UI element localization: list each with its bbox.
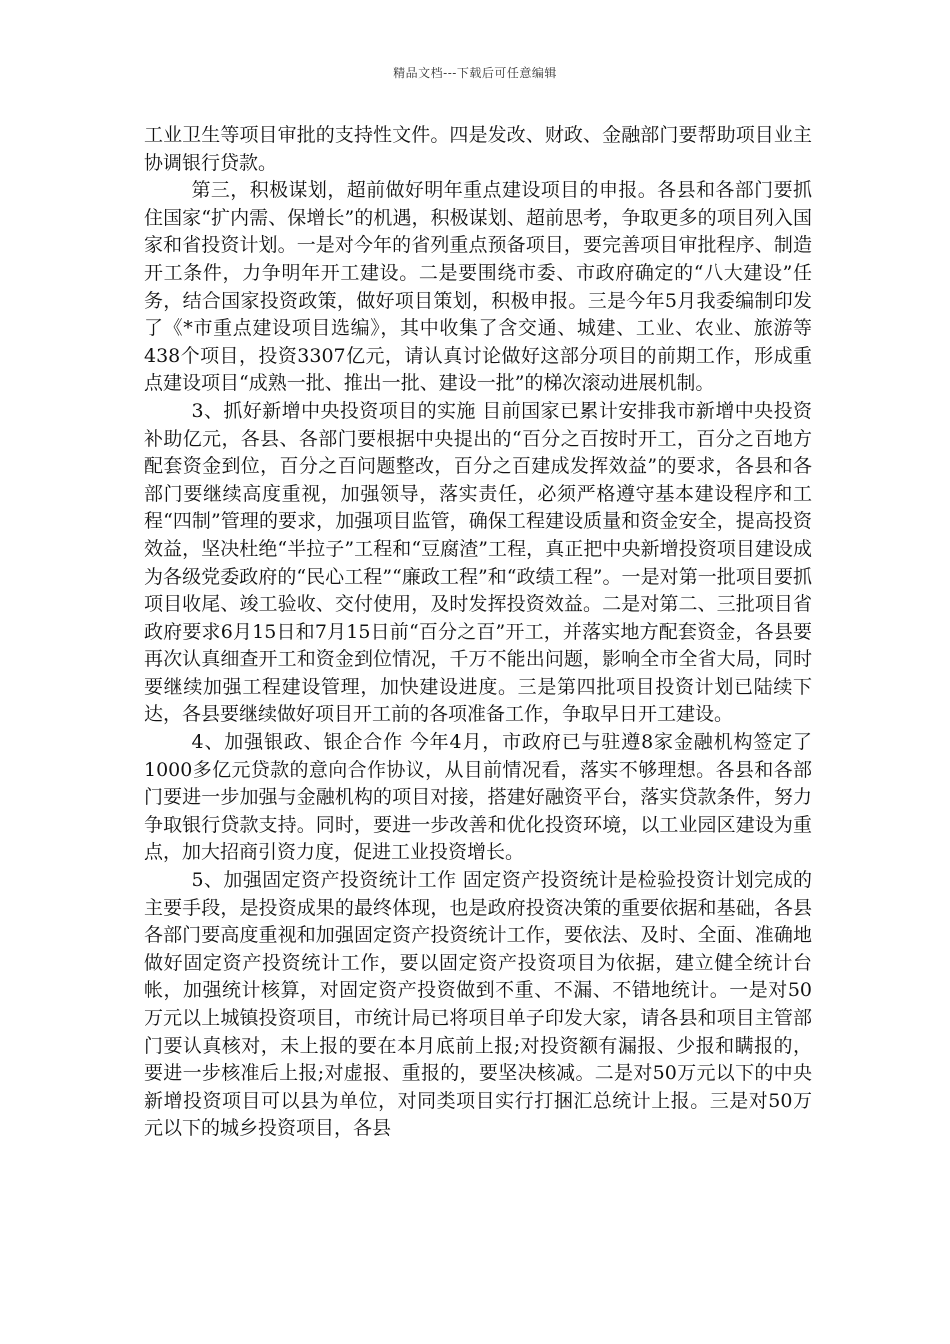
paragraph-central-investment: 3、抓好新增中央投资项目的实施 目前国家已累计安排我市新增中央投资补助亿元，各县、各部门要根据中央提出的“百分之百按时开工，百分之百地方配套资金到位，百分之百问题整改，百分之百建成发挥效益”的要求，各县和各部门要继续高度重视，加强领导，落实责任，必须严格遵守基本建设程序和工程“四制”管理的要求，加强项目监管，确保工程建设质量和资金安全，提高投资效益，坚决杜绝“半拉子”工程和“豆腐渣”工程，真正把中央新增投资项目建设成为各级党委政府的“民心工程”“廉政工程”和“政绩工程”。一是对第一批项目要抓项目收尾、竣工验收、交付使用，及时发挥投资效益。二是对第二、三批项目省政府要求6月15日和7月15日前“百分之百”开工，并落实地方配套资金，各县要再次认真细查开工和资金到位情况，千万不能出问题，影响全市全省大局，同时要继续加强工程建设管理，加快建设进度。三是第四批项目投资计划已陆续下达，各县要继续做好项目开工前的各项准备工作，争取早日开工建设。 [144,399,812,726]
paragraph-continuation: 工业卫生等项目审批的支持性文件。四是发改、财政、金融部门要帮助项目业主协调银行贷款。 [144,124,812,174]
page-header: 精品文档---下载后可任意编辑 [393,66,557,80]
paragraph-third-point: 第三，积极谋划，超前做好明年重点建设项目的申报。各县和各部门要抓住国家“扩内需、保增长”的机遇，积极谋划、超前思考，争取更多的项目列入国家和省投资计划。一是对今年的省列重点预备项目，要完善项目审批程序、制造开工条件，力争明年开工建设。二是要围绕市委、市政府确定的“八大建设”任务，结合国家投资政策，做好项目策划，积极申报。三是今年5月我委编制印发了《*市重点建设项目选编》，其中收集了含交通、城建、工业、农业、旅游等438个项目，投资3307亿元，请认真讨论做好这部分项目的前期工作，形成重点建设项目“成熟一批、推出一批、建设一批”的梯次滚动进展机制。 [144,179,812,395]
paragraph-investment-statistics: 5、加强固定资产投资统计工作 固定资产投资统计是检验投资计划完成的主要手段，是投资成果的最终体现，也是政府投资决策的重要依据和基础，各县各部门要高度重视和加强固定资产投资统计工作，要依法、及时、全面、准确地做好固定资产投资统计工作，要以固定资产投资项目为依据，建立健全统计台帐，加强统计核算，对固定资产投资做到不重、不漏、不错地统计。一是对50万元以上城镇投资项目，市统计局已将项目单子印发大家，请各县和项目主管部门要认真核对，未上报的要在本月底前上报;对投资额有漏报、少报和瞒报的，要进一步核准后上报;对虚报、重报的，要坚决核减。二是对50万元以下的中央新增投资项目可以县为单位，对同类项目实行打捆汇总统计上报。三是对50万元以下的城乡投资项目，各县 [144,869,812,1140]
document-body [144,122,812,1143]
paragraph-bank-cooperation: 4、加强银政、银企合作 今年4月，市政府已与驻遵8家金融机构签定了1000多亿元贷款的意向合作协议，从目前情况看，落实不够理想。各县和各部门要进一步加强与金融机构的项目对接，搭建好融资平台，落实贷款条件，努力争取银行贷款支持。同时，要进一步改善和优化投资环境，以工业园区建设为重点，加大招商引资力度，促进工业投资增长。 [144,731,812,864]
